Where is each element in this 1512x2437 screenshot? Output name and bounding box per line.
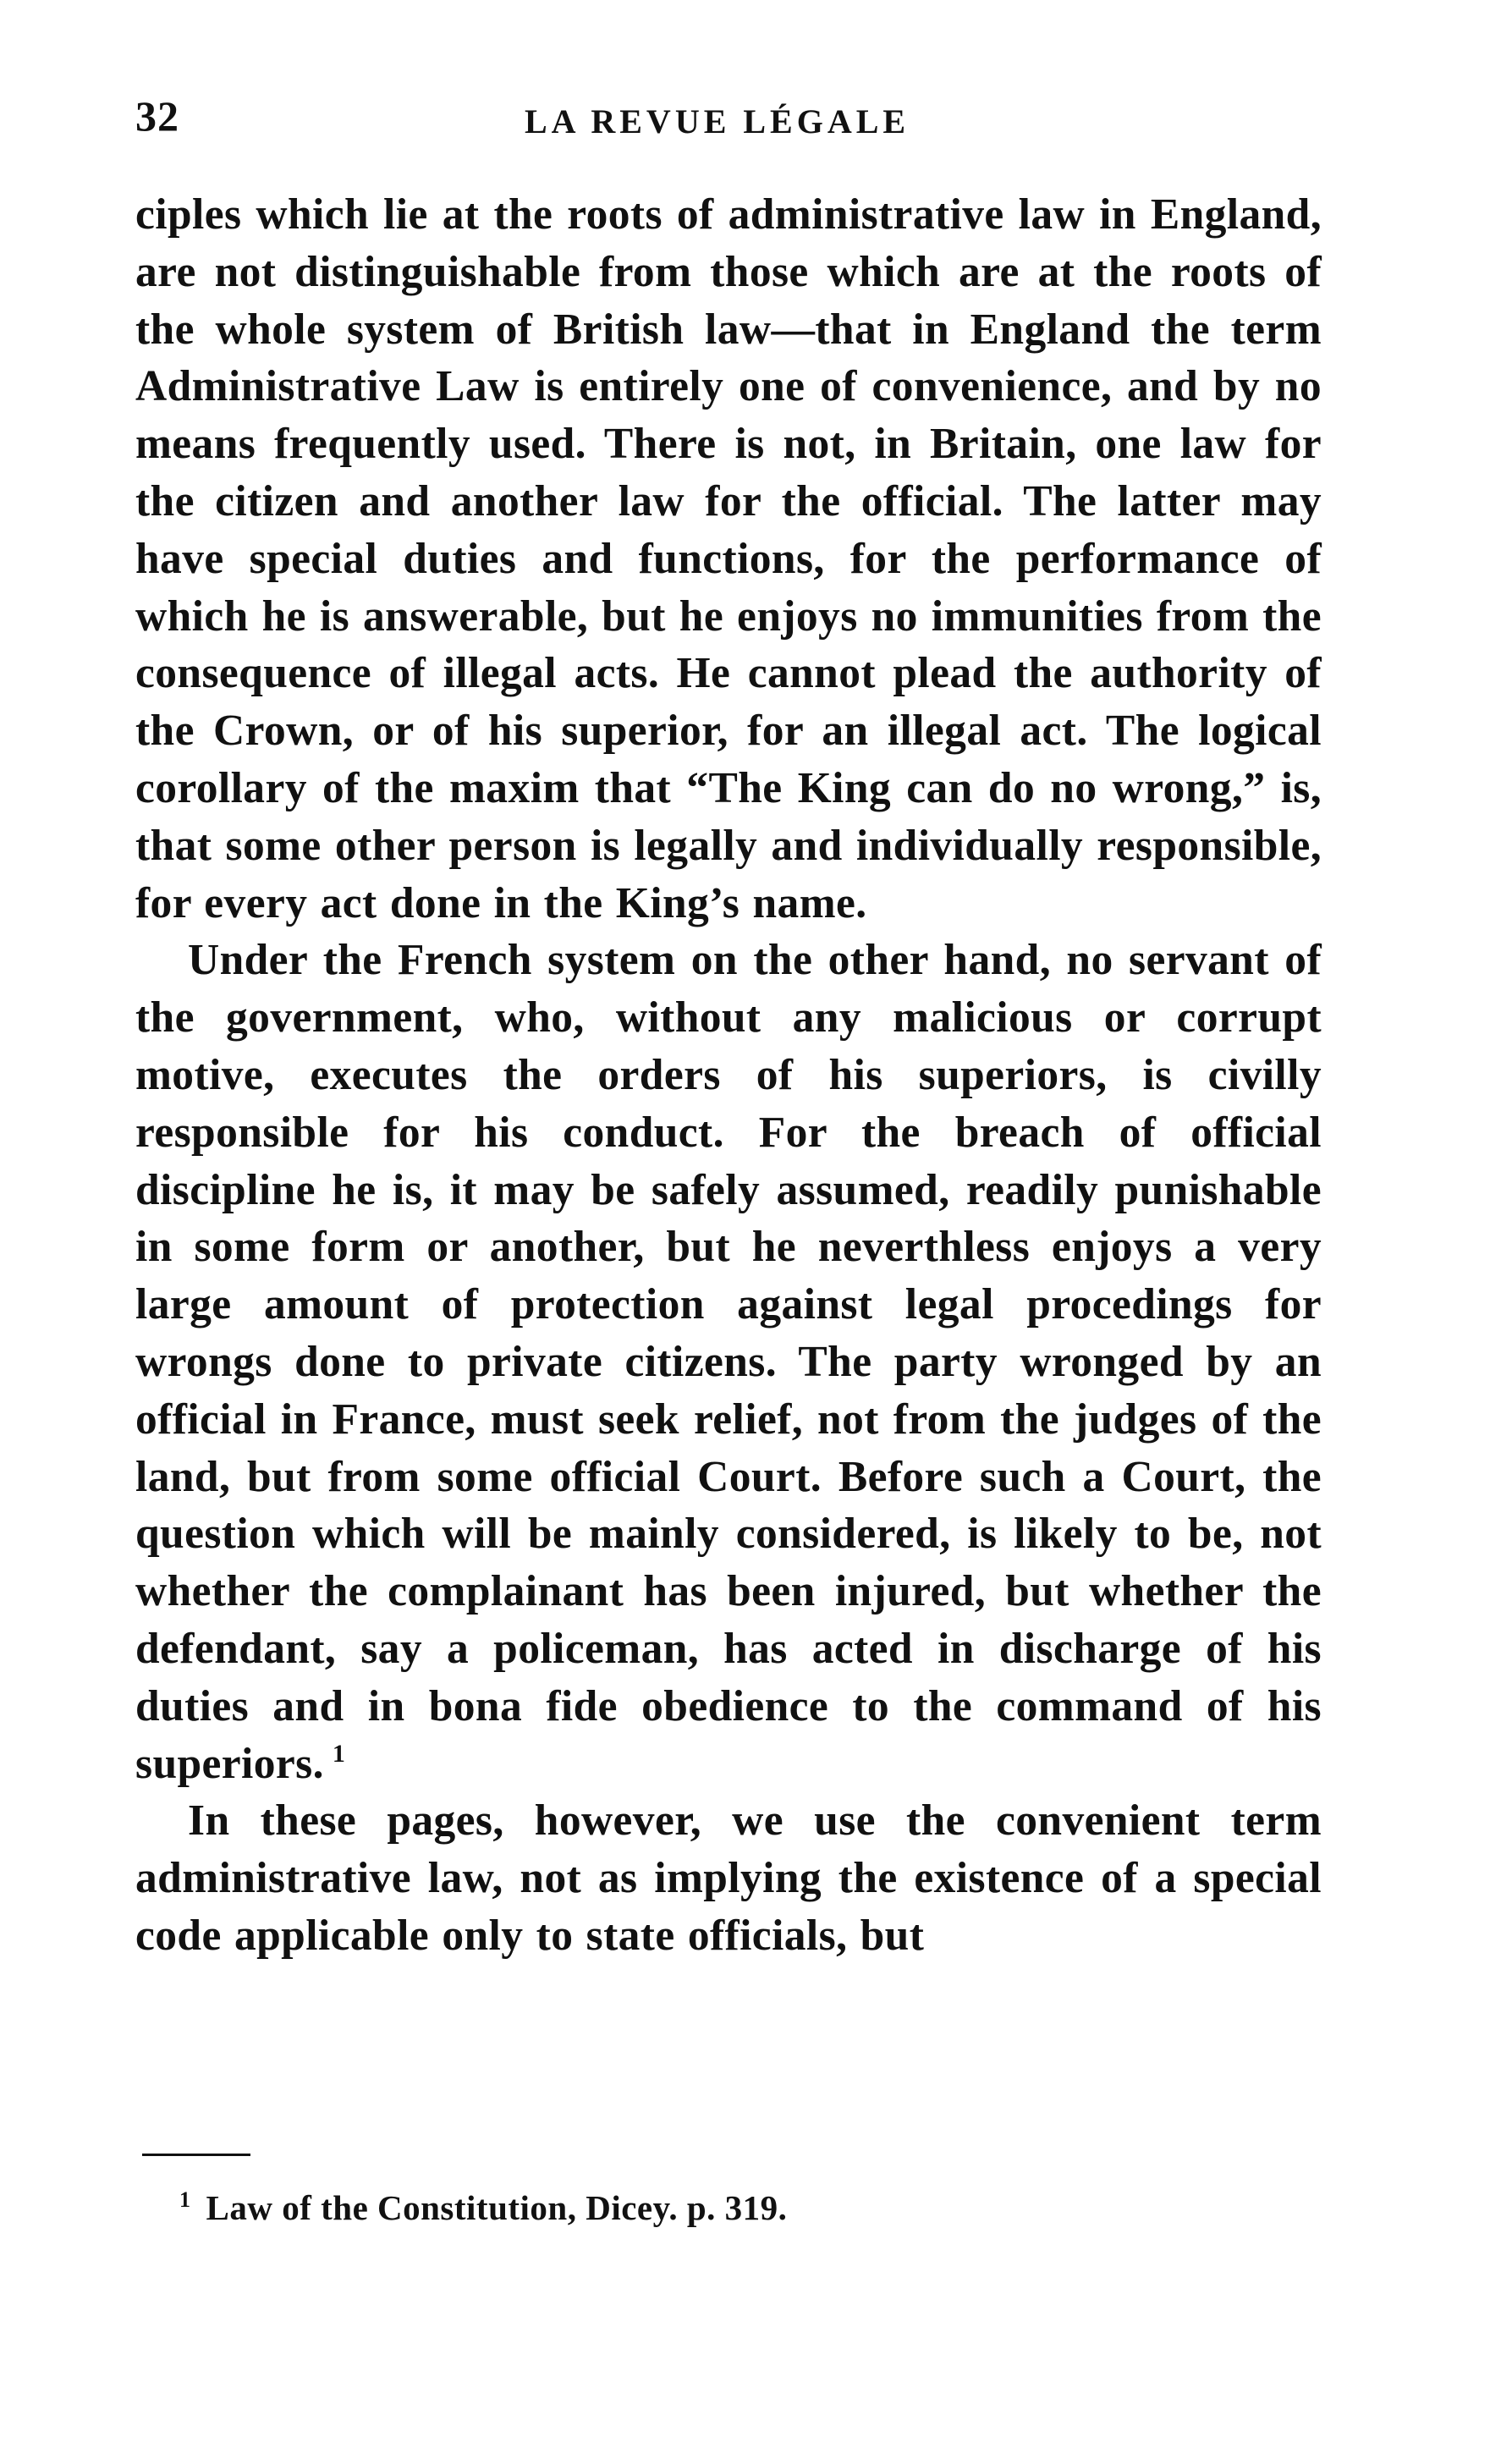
page-number: 32 [135, 92, 179, 140]
paragraph-text: In these pages, however, we use the convenient term administrative law, not as implying the existence of a special code applicable only to state officials, but [135, 1796, 1322, 1960]
page-header [135, 91, 1337, 151]
paragraph-2 [135, 932, 1322, 1792]
body-text [135, 186, 1322, 1965]
paragraph-text: Under the French system on the other hand, no servant of the government, who, without any malicious or corrupt motive, executes the orders of his superiors, is civilly responsible for his conduct. For the breach of official discipline he is, it may be safely assumed, readily punishable in some form or another, but he neverthless enjoys a very large amount of protection against legal procedings for wrongs done to private citizens. The party wronged by an official in France, must seek relief, not from the judges of the land, but from some official Court. Before such a Court, the question which will be mainly considered, is likely to be, not whether the complainant has been injured, but whether the defendant, say a policeman, has acted in discharge of his duties and in bona fide obedience to the command of his superiors. [135, 936, 1322, 1788]
paragraph-text: ciples which lie at the roots of administrative law in England, are not distinguishable from those which are at the roots of the whole system of British law—that in England the term Administrative Law is entirely one of convenience, and by no means frequently used. There is not, in Britain, one law for the citizen and another law for the official. The latter may have special duties and functions, for the performance of which he is answerable, but he enjoys no immunities from the consequence of illegal acts. He cannot plead the authority of the Crown, or of his superior, for an illegal act. The logical corollary of the maxim that “The King can do no wrong,” is, that some other person is legally and individually responsible, for every act done in the King’s name. [135, 190, 1322, 927]
footnote [179, 2187, 787, 2228]
running-head: LA REVUE LÉGALE [525, 102, 910, 140]
footnote-divider [142, 2154, 250, 2156]
footnote-text: Law of the Constitution, Dicey. p. 319. [206, 2188, 788, 2227]
footnote-reference[interactable]: 1 [332, 1740, 346, 1769]
paragraph-3 [135, 1792, 1322, 1964]
footnote-number: 1 [179, 2187, 191, 2213]
paragraph-1 [135, 186, 1322, 932]
